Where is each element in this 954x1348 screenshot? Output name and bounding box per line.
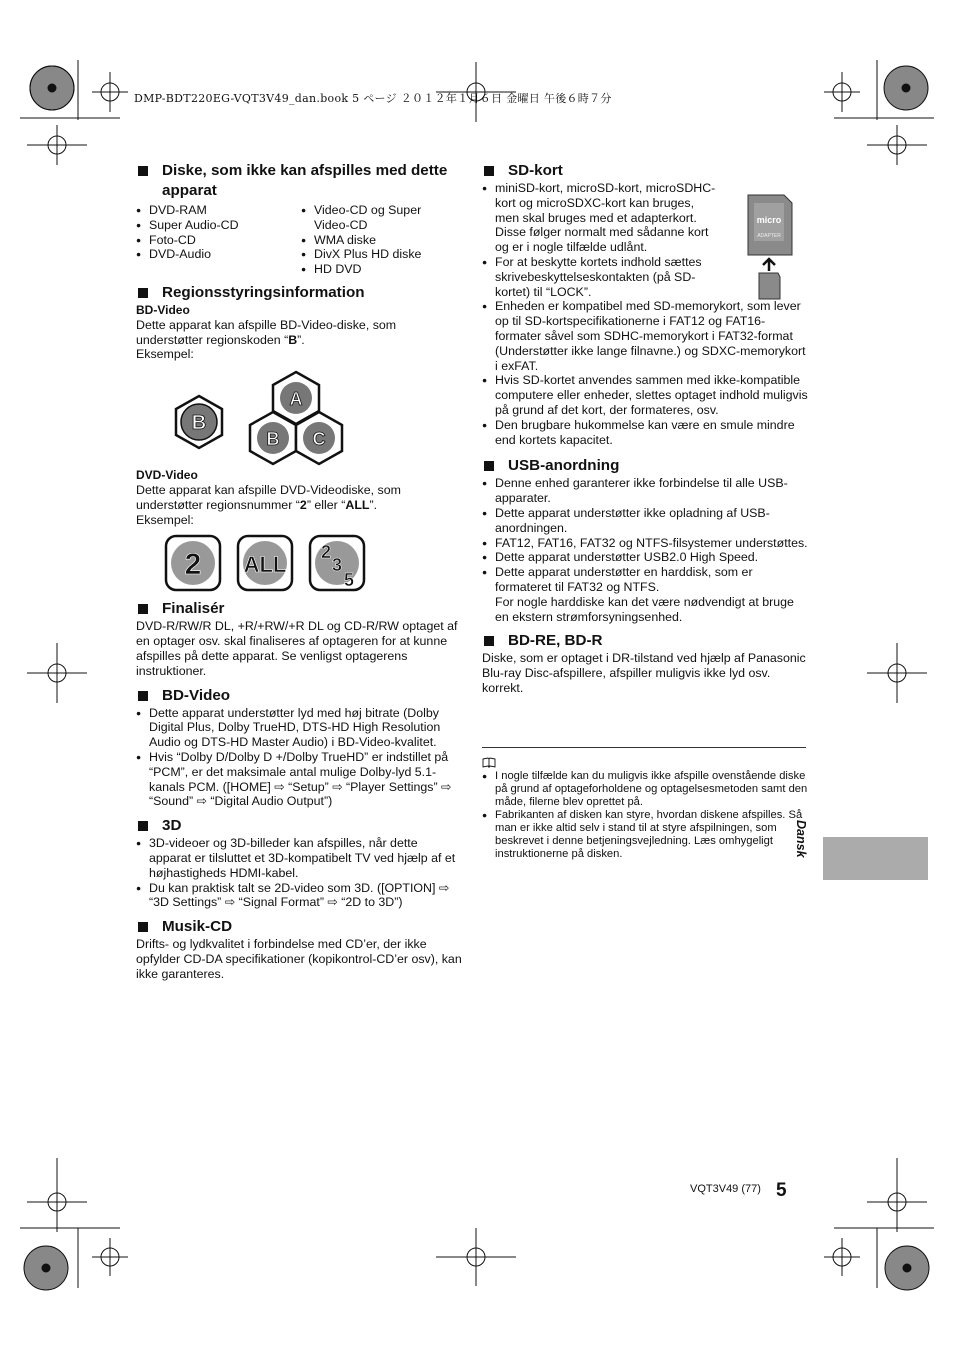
list-item: ● Fabrikanten af disken kan styre, hvordan diskene afspilles. Så man er ikke altid selv i stand til at styre afspilningen, som beskrevet i denne betjeningsvejledning. Læs omhygeligt instruktionerne på disken.	[482, 809, 808, 861]
bullet-list	[482, 299, 808, 447]
list-item: ● WMA diske	[301, 233, 451, 248]
paragraph: Drifts- og lydkvalitet i forbindelse med CD’er, der ikke opfylder CD-DA specifikationer (kopikontrol-CD’er osv), kan ikke garanteres.	[136, 937, 462, 981]
svg-text:A: A	[289, 389, 303, 410]
svg-text:micro: micro	[756, 215, 782, 225]
square-bullet-icon	[138, 922, 148, 932]
list-item: ● FAT12, FAT16, FAT32 og NTFS-filsystemer understøttes.	[482, 536, 808, 551]
note-block	[482, 757, 808, 861]
note-divider	[482, 747, 806, 748]
paragraph: DVD-R/RW/R DL, +R/+RW/+R DL og CD-R/RW optaget af en optager osv. skal finaliseres af optageren for at kunne afspilles på dette apparat. Se venligst optagerens instruktioner.	[136, 619, 458, 678]
bullet-list	[136, 706, 462, 810]
list-item: ● Du kan praktisk talt se 2D-video som 3D. ([OPTION] ⇨ “3D Settings” ⇨ “Signal Format” ⇨ “2D to 3D”)	[136, 881, 462, 911]
square-bullet-icon	[484, 461, 494, 471]
sunburst-mark-bottom-right	[885, 1246, 929, 1290]
list-item: ● Dette apparat understøtter ikke opladning af USB-anordningen.	[482, 506, 808, 536]
list-item: ● Dette apparat understøtter en harddisk, som er formateret til FAT32 og NTFS. For nogle harddiske kan det være nødvendigt at bruge en ekstern strømforsyningsenhed.	[482, 565, 808, 624]
list-item: ● DVD-Audio	[136, 247, 301, 262]
list-item: ● HD DVD	[301, 262, 451, 277]
language-side-tab	[823, 837, 928, 880]
section-heading: Diske, som ikke kan afspilles med dette apparat	[136, 161, 462, 201]
subheading: BD-Video	[136, 302, 190, 317]
section-heading: SD-kort	[482, 161, 808, 181]
book-header-line: DMP-BDT220EG-VQT3V49_dan.book 5 ページ ２０１２年１月６日 金曜日 午後６時７分	[134, 92, 612, 105]
svg-text:B: B	[191, 412, 207, 435]
section-heading: Regionsstyringsinformation	[136, 283, 462, 303]
list-item: ● miniSD-kort, microSD-kort, microSDHC-kort og microSDXC-kort kan bruges, men skal bruges med et adapterkort. Disse følger normalt med sådanne kort og er i nogle tilfælde udlånt.	[482, 181, 718, 255]
list-item: ● I nogle tilfælde kan du muligvis ikke afspille ovenstående diske på grund af optageforholdene og optagelsesmetoden samt den måde, filerne blev oprettet på.	[482, 770, 808, 809]
list-item: ● Video-CD og Super Video-CD	[301, 203, 451, 233]
bullet-list	[136, 203, 301, 277]
dvd-region-logos	[136, 531, 462, 597]
list-item: ● Dette apparat understøtter USB2.0 High Speed.	[482, 550, 808, 565]
svg-text:5: 5	[343, 570, 355, 591]
list-item: ● Super Audio-CD	[136, 218, 301, 233]
bullet-list	[482, 181, 718, 299]
list-item: ● For at beskytte kortets indhold sættes skrivebeskyttelseskontakten (på SD-kortet) til “LOCK”.	[482, 255, 718, 299]
paragraph: Eksempel:	[136, 347, 194, 362]
svg-text:C: C	[312, 429, 326, 450]
list-item: ● Hvis SD-kortet anvendes sammen med ikke-kompatible computere eller enheder, slettes optaget indhold muligvis på grund af det kort, der formateres, osv.	[482, 373, 808, 417]
region-2-globe-icon	[166, 536, 220, 590]
svg-text:ADAPTER: ADAPTER	[757, 233, 781, 239]
list-item: ● Dette apparat understøtter lyd med høj bitrate (Dolby Digital Plus, Dolby TrueHD, DTS-HD High Resolution Audio og DTS-HD Master Audio) i BD-Video-kvalitet.	[136, 706, 462, 750]
bd-region-logos	[136, 366, 462, 466]
bullet-list	[482, 770, 808, 861]
paragraph: Dette apparat kan afspille DVD-Videodiske, som understøtter regionsnummer “2” eller “ALL”.	[136, 482, 401, 512]
svg-text:2: 2	[184, 548, 202, 582]
paragraph: Eksempel:	[136, 512, 194, 527]
list-item: ● DVD-RAM	[136, 203, 301, 218]
section-heading: USB-anordning	[482, 456, 808, 476]
sunburst-mark-bottom-left	[24, 1246, 68, 1290]
section-heading: Finalisér	[136, 599, 462, 619]
unplayable-discs-lists	[136, 203, 462, 277]
page-number: 5	[776, 1180, 787, 1201]
sunburst-mark-top-left	[30, 66, 74, 110]
subheading: DVD-Video	[136, 468, 198, 483]
right-column	[482, 161, 808, 696]
bullet-list	[301, 203, 451, 277]
left-column	[136, 161, 462, 982]
book-icon	[482, 757, 496, 768]
list-item: ● DivX Plus HD diske	[301, 247, 451, 262]
square-bullet-icon	[484, 166, 494, 176]
svg-text:3: 3	[331, 555, 343, 576]
section-heading: BD-RE, BD-R	[482, 631, 808, 651]
svg-text:ALL: ALL	[243, 552, 287, 578]
region-abc-hexagons-icon	[250, 372, 342, 464]
list-item: ● 3D-videoer og 3D-billeder kan afspilles, når dette apparat er tilsluttet et 3D-kompatibelt TV ved hjælp af et højhastigheds HDMI-kabel.	[136, 836, 462, 880]
sunburst-mark-top-right	[884, 66, 928, 110]
paragraph: Dette apparat kan afspille BD-Video-diske, som understøtter regionskoden “B”.	[136, 317, 397, 347]
paragraph: Diske, som er optaget i DR-tilstand ved hjælp af Panasonic Blu-ray Disc-afspillere, afspiller muligvis ikke lyd osv. korrekt.	[482, 651, 806, 695]
region-b-hexagon-icon	[176, 396, 222, 448]
square-bullet-icon	[138, 288, 148, 298]
section-heading: BD-Video	[136, 686, 462, 706]
square-bullet-icon	[484, 636, 494, 646]
region-multi-globe-icon	[310, 536, 364, 590]
square-bullet-icon	[138, 691, 148, 701]
square-bullet-icon	[138, 604, 148, 614]
list-item: ● Denne enhed garanterer ikke forbindelse til alle USB-apparater.	[482, 476, 808, 506]
section-heading: 3D	[136, 816, 462, 836]
svg-text:2: 2	[320, 542, 332, 563]
sd-adapter-icon	[744, 193, 794, 303]
svg-text:B: B	[266, 429, 280, 450]
list-item: ● Hvis “Dolby D/Dolby D +/Dolby TrueHD” er indstillet på “PCM”, er det maksimale antal mulige Dolby-lyd 5.1-kanals PCM. ([HOME] ⇨ “Setup” ⇨ “Player Settings” ⇨ “Sound” ⇨ “Digital Audio Output”)	[136, 750, 462, 809]
square-bullet-icon	[138, 166, 148, 176]
list-item: ● Den brugbare hukommelse kan være en smule mindre end kortets kapacitet.	[482, 418, 808, 448]
list-item: ● Enheden er kompatibel med SD-memorykort, som lever op til SD-kortspecifikationerne i FAT12 og FAT16-formater såvel som SDHC-memorykort i FAT32-format (Understøtter ikke lange filnavne.) og SDXC-memorykort i exFAT.	[482, 299, 808, 373]
section-heading: Musik-CD	[136, 917, 462, 937]
sd-card-block	[482, 181, 808, 299]
list-item: ● Foto-CD	[136, 233, 301, 248]
footer-code: VQT3V49 (77)	[690, 1183, 761, 1195]
region-all-globe-icon	[238, 536, 292, 590]
bullet-list	[136, 836, 462, 910]
language-side-label: Dansk	[794, 820, 808, 858]
bullet-list	[482, 476, 808, 624]
square-bullet-icon	[138, 821, 148, 831]
